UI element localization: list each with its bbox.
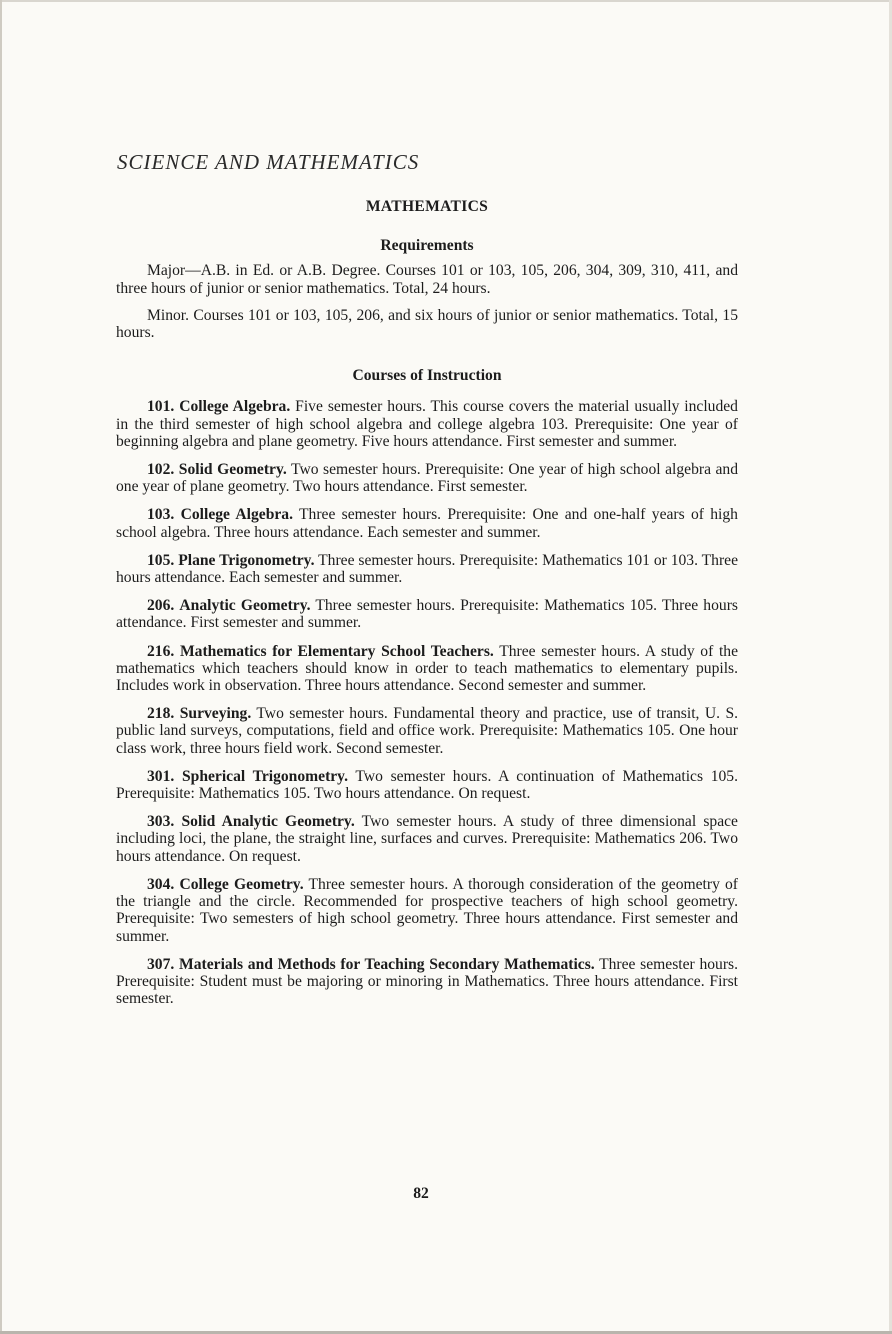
- course-title: College Geometry.: [179, 875, 304, 893]
- course-number: 102.: [147, 461, 175, 479]
- course-description: Two semester hours. Prerequisite: One year of high school algebra and one year of plane geometry. Two hours attendance. First semester.: [116, 461, 738, 496]
- course-description: Three semester hours. Prerequisite: One and one-half years of high school algebra. Three hours attendance. Each semester and summer.: [116, 506, 738, 541]
- course-number: 307.: [147, 955, 175, 973]
- course-description: Five semester hours. This course covers the material usually included in the third semester of high school algebra and college algebra 103. Prerequisite: One year of beginning algebra and plane geometry. Five hours attendance. First semester and summer.: [116, 398, 738, 450]
- course-entry-206: [116, 597, 738, 631]
- course-number: 216.: [147, 642, 175, 660]
- course-title: College Algebra.: [180, 506, 293, 524]
- course-description: Three semester hours. Prerequisite: Student must be majoring or minoring in Mathematics. Three hours attendance. First semester.: [116, 955, 738, 1008]
- course-number: 105.: [147, 551, 175, 569]
- course-title: Solid Analytic Geometry.: [181, 813, 355, 831]
- course-entry-307: [116, 956, 738, 1008]
- course-number: 206.: [147, 597, 175, 615]
- course-entry-304: [116, 876, 738, 945]
- course-number: 304.: [147, 875, 175, 893]
- course-number: 103.: [147, 506, 175, 524]
- course-entry-216: [116, 643, 738, 695]
- course-entry-101: [116, 398, 738, 450]
- section-title: MATHEMATICS: [365, 198, 489, 215]
- course-title: College Algebra.: [179, 398, 291, 416]
- running-head: SCIENCE AND MATHEMATICS: [117, 150, 420, 174]
- course-title: Surveying.: [179, 705, 252, 723]
- course-entry-218: [116, 705, 738, 757]
- course-title: Solid Geometry.: [178, 461, 287, 479]
- course-entry-105: [116, 552, 738, 586]
- page-content: [116, 198, 738, 1018]
- course-title: Analytic Geometry.: [179, 597, 311, 615]
- courses-heading: Courses of Instruction: [352, 367, 502, 385]
- course-description: Two semester hours. A study of three dimensional space including loci, the plane, the straight line, surfaces and curves. Prerequisite: Mathematics 206. Two hours attendance. On request.: [116, 813, 738, 865]
- course-number: 301.: [147, 767, 175, 785]
- course-title: Spherical Trigonometry.: [181, 767, 349, 785]
- course-description: Three semester hours. A study of the mathematics which teachers should know in order to teach mathematics to elementary pupils. Includes work in observation. Three hours attendance. Second semester and summer.: [116, 642, 738, 695]
- course-title: Mathematics for Elementary School Teachers.: [179, 642, 494, 660]
- course-entry-301: [116, 768, 738, 802]
- course-number: 303.: [147, 813, 175, 831]
- course-entry-102: [116, 461, 738, 495]
- page-edge-top: [0, 0, 892, 2]
- course-entry-303: [116, 813, 738, 865]
- course-description: Two semester hours. Fundamental theory and practice, use of transit, U. S. public land surveys, computations, field and office work. Prerequisite: Mathematics 105. One hour class work, three hours field work. Second semester.: [116, 705, 739, 757]
- course-description: Two semester hours. A continuation of Mathematics 105. Prerequisite: Mathematics 105. Two hours attendance. On request.: [116, 767, 738, 803]
- course-description: Three semester hours. Prerequisite: Mathematics 101 or 103. Three hours attendance. Each semester and summer.: [116, 551, 738, 587]
- page-edge-left: [0, 0, 2, 1334]
- requirements-minor: Minor. Courses 101 or 103, 105, 206, and six hours of junior or senior mathematics. Total, 15 hours.: [116, 306, 738, 342]
- course-description: Three semester hours. Prerequisite: Mathematics 105. Three hours attendance. First semester and summer.: [116, 597, 738, 632]
- course-title: Plane Trigonometry.: [178, 551, 315, 569]
- course-title: Materials and Methods for Teaching Secondary Mathematics.: [179, 955, 595, 973]
- requirements-heading: Requirements: [380, 237, 474, 255]
- course-description: Three semester hours. A thorough consideration of the geometry of the triangle and the circle. Recommended for prospective teachers of high school geometry. Prerequisite: Two semesters of high school geometry. Three hours attendance. First semester and summer.: [116, 875, 738, 945]
- course-entry-103: [116, 506, 738, 540]
- requirements-major: Major—A.B. in Ed. or A.B. Degree. Courses 101 or 103, 105, 206, 304, 309, 310, 411, and three hours of junior or senior mathematics. Total, 24 hours.: [116, 262, 738, 297]
- course-number: 101.: [147, 398, 175, 416]
- course-number: 218.: [147, 705, 175, 723]
- page-number: 82: [413, 1185, 429, 1202]
